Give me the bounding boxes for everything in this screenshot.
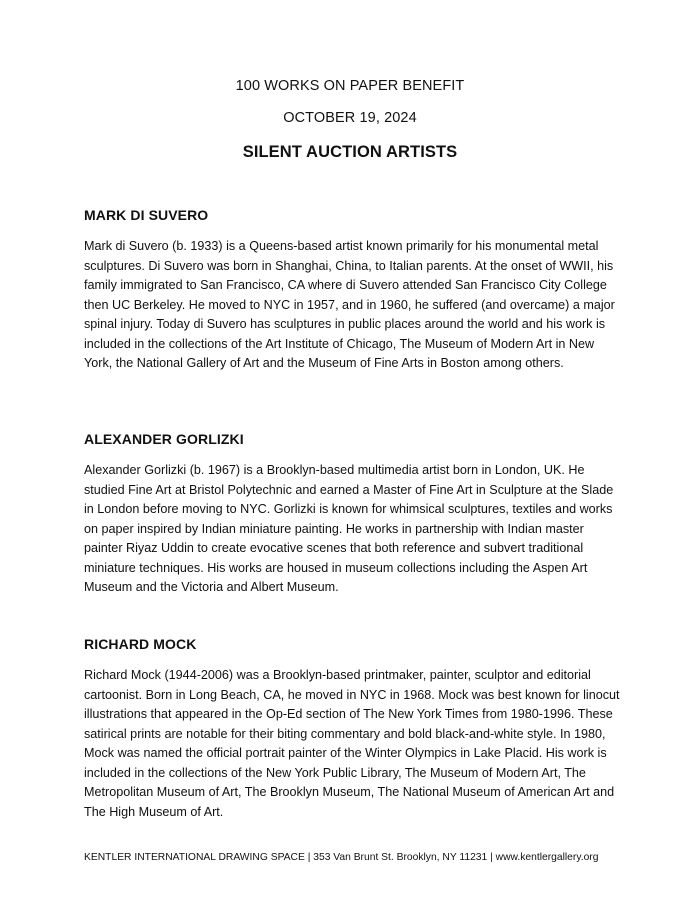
artist-section-gorlizki xyxy=(84,431,624,598)
event-date: OCTOBER 19, 2024 xyxy=(283,110,417,126)
artist-section-di-suvero xyxy=(84,207,624,374)
section-title: SILENT AUCTION ARTISTS xyxy=(242,143,458,161)
artist-name: RICHARD MOCK xyxy=(84,636,197,652)
artist-name: MARK DI SUVERO xyxy=(84,207,209,223)
footer-address: KENTLER INTERNATIONAL DRAWING SPACE | 353 Van Brunt St. Brooklyn, NY 11231 | www.kentlergallery.org xyxy=(84,852,599,863)
artist-bio: Alexander Gorlizki (b. 1967) is a Brooklyn-based multimedia artist born in London, UK. He studied Fine Art at Bristol Polytechnic and earned a Master of Fine Art in Sculpture at the Slade in London before moving to NYC. Gorlizki is known for whimsical sculptures, textiles and works on paper inspired by Indian miniature painting. He works in partnership with Indian master painter Riyaz Uddin to create evocative scenes that both reference and subvert traditional miniature techniques. His works are housed in museum collections including the Aspen Art Museum and the Victoria and Albert Museum. xyxy=(84,463,614,594)
artist-section-mock xyxy=(84,636,624,822)
artist-bio: Mark di Suvero (b. 1933) is a Queens-based artist known primarily for his monumental metal sculptures. Di Suvero was born in Shanghai, China, to Italian parents. At the onset of WWII, his family immigrated to San Francisco, CA where di Suvero attended San Francisco City College then UC Berkeley. He moved to NYC in 1957, and in 1960, he suffered (and overcame) a major spinal injury. Today di Suvero has sculptures in public places around the world and his work is included in the collections of the Art Institute of Chicago, The Museum of Modern Art in New York, the National Gallery of Art and the Museum of Fine Arts in Boston among others. xyxy=(84,239,615,370)
artist-name: ALEXANDER GORLIZKI xyxy=(84,431,244,447)
artist-bio: Richard Mock (1944-2006) was a Brooklyn-based printmaker, painter, sculptor and editorial cartoonist. Born in Long Beach, CA, he moved in NYC in 1968. Mock was best known for linocut illustrations that appeared in the Op-Ed section of The New York Times from 1980-1996. These satirical prints are notable for their biting commentary and bold black-and-white style. In 1980, Mock was named the official portrait painter of the Winter Olympics in Lake Placid. His work is included in the collections of the New York Public Library, The Museum of Modern Art, The Metropolitan Museum of Art, The Brooklyn Museum, The National Museum of American Art and The High Museum of Art. xyxy=(84,668,620,819)
event-title: 100 WORKS ON PAPER BENEFIT xyxy=(235,78,465,94)
